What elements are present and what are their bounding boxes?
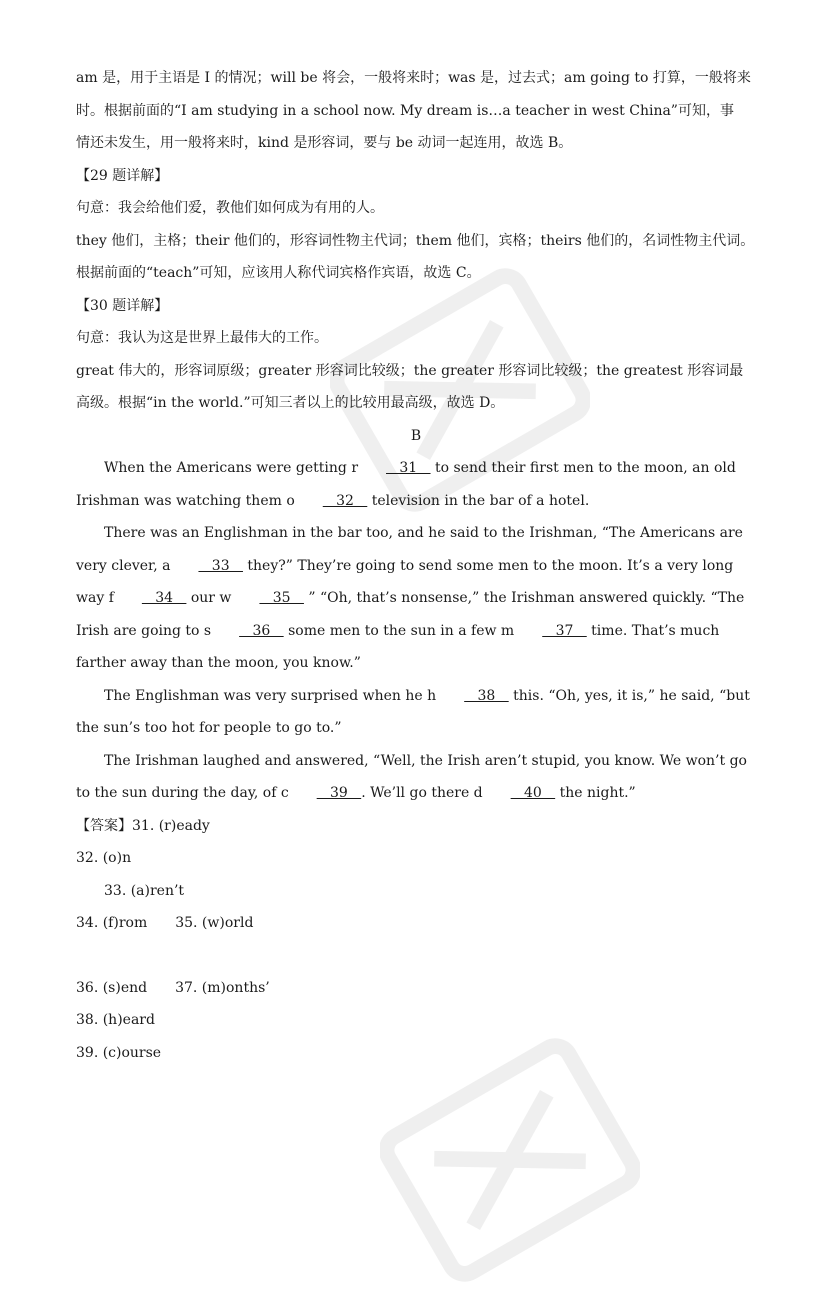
answer-item: 39. (c)ourse [76, 1044, 162, 1061]
blank-33: 33 [198, 557, 243, 574]
text-line: 时。根据前面的“I am studying in a school now. My dream is…a teacher in west China”可知，事 [76, 102, 734, 119]
section-label: B [410, 427, 422, 444]
q30-explanation [76, 290, 756, 420]
blank-39: 39 [316, 785, 362, 801]
answer-item: 32. (o)n [76, 850, 132, 866]
answer-item: 31. (r)eady [132, 817, 210, 834]
passage-text: television in the bar of a hotel. [367, 492, 590, 509]
passage-text: our w [186, 590, 232, 606]
text-line: 情还未发生，用一般将来时，kind 是形容词，要与 be 动词一起连用，故选 B。 [76, 135, 573, 151]
passage-text: The Irishman laughed and answered, “Well, the Irish aren’t stupid, you know. We won’t go to the sun during the day, of c [76, 752, 747, 801]
blank-40: 40 [510, 785, 556, 801]
q29-explanation [76, 160, 756, 290]
answer-item: 37. (m)onths’ [175, 979, 270, 996]
answer-item: 33. (a)ren’t [104, 882, 185, 899]
blank-spacer [76, 940, 756, 972]
answer-line [76, 810, 756, 843]
blank-31: 31 [386, 460, 431, 476]
text-line: 句意：我会给他们爱，教他们如何成为有用的人。 [76, 200, 384, 216]
section-header: 【29 题详解】 [76, 167, 169, 184]
passage-text: some men to the sun in a few m [283, 622, 515, 639]
passage-text: this. “Oh, yes, it is,” he said, “but the sun’s too hot for people to go to.” [76, 687, 750, 736]
answer-item: 34. (f)rom [76, 915, 148, 931]
passage-paragraph [76, 680, 756, 745]
text-line: 高级。根据“in the world.”可知三者以上的比较用最高级，故选 D。 [76, 395, 505, 411]
blank-36: 36 [239, 622, 284, 639]
blank-34: 34 [141, 590, 187, 606]
passage-text: When the Americans were getting r [104, 460, 359, 476]
passage-text: the night.” [555, 785, 636, 801]
passage-paragraph [76, 517, 756, 680]
text-line: 根据前面的“teach”可知，应该用人称代词宾格作宾语，故选 C。 [76, 265, 481, 281]
answer-line [76, 907, 756, 940]
answer-key [76, 810, 756, 1070]
answer-item: 36. (s)end [76, 979, 148, 996]
passage-text: The Englishman was very surprised when he h [104, 687, 437, 704]
text-line: they 他们，主格；their 他们的，形容词性物主代词；them 他们，宾格；theirs 他们的，名词性物主代词。 [76, 232, 755, 249]
blank-32: 32 [322, 492, 368, 509]
q28-explanation [76, 62, 756, 160]
passage-text: There was an Englishman in the bar too, and he said to the Irishman, “The Americans are very clever, a [76, 525, 743, 574]
passage-text: they?” They’re going to send some men to the moon. It’s a very long way f [76, 557, 734, 606]
passage-paragraph [76, 452, 756, 517]
passage-text: to send their first men to the moon, an old Irishman was watching them o [76, 460, 736, 509]
watermark-logo [380, 1030, 640, 1290]
passage-text: . We’ll go there d [361, 785, 483, 801]
passage-text: time. That’s much farther away than the moon, you know.” [76, 622, 720, 671]
passage-paragraph [76, 745, 756, 810]
section-header: 【30 题详解】 [76, 297, 169, 314]
blank-37: 37 [542, 622, 587, 639]
text-line: am 是，用于主语是 I 的情况；will be 将会，一般将来时；was 是，过去式；am going to 打算，一般将来 [76, 70, 751, 86]
blank-35: 35 [259, 590, 304, 606]
answer-line [76, 972, 756, 1005]
answer-item: 35. (w)orld [175, 915, 254, 931]
text-line: great 伟大的，形容词原级；greater 形容词比较级；the greater 形容词比较级；the greatest 形容词最 [76, 362, 744, 379]
document-page [76, 62, 756, 1069]
blank-38: 38 [464, 687, 509, 704]
answer-item: 38. (h)eard [76, 1012, 155, 1028]
text-line: 句意：我认为这是世界上最伟大的工作。 [76, 330, 328, 346]
passage-text: ” “Oh, that’s nonsense,” the Irishman answered quickly. “The Irish are going to s [76, 590, 745, 639]
answer-label: 【答案】 [76, 817, 132, 834]
